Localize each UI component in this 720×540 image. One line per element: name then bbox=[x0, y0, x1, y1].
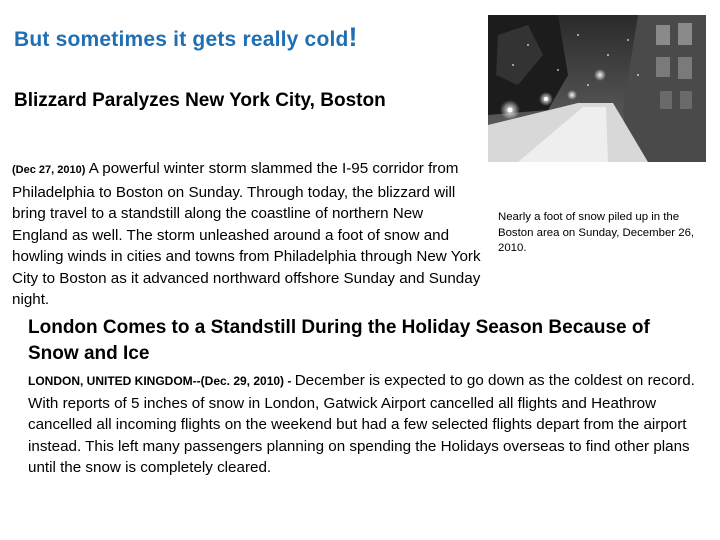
story1-body bbox=[12, 158, 482, 311]
snow-street-photo bbox=[488, 15, 706, 162]
story2-body bbox=[28, 370, 700, 479]
photo-caption: Nearly a foot of snow piled up in the Boston area on Sunday, December 26, 2010. bbox=[498, 211, 695, 254]
snow-street-photo-image bbox=[488, 15, 706, 162]
story2-headline: London Comes to a Standstill During the Holiday Season Because of Snow and Ice bbox=[28, 317, 650, 364]
story1-text: A powerful winter storm slammed the I-95 corridor from Philadelphia to Boston on Sunday. Through today, the blizzard will bring travel to a standstill along the coastline of northern New England as well. The storm unleashed around a foot of snow and howling winds in cities and towns from Philadelphia through New York City to Boston as it advanced northward offshore Sunday and Sunday night. bbox=[12, 160, 481, 308]
story1-headline: Blizzard Paralyzes New York City, Boston bbox=[14, 90, 386, 111]
story1-dateline: (Dec 27, 2010) bbox=[12, 164, 86, 176]
slide-title-exclamation: ! bbox=[348, 22, 358, 52]
slide-title-text: But sometimes it gets really cold bbox=[14, 28, 349, 51]
slide-title bbox=[14, 22, 358, 53]
story2-text: December is expected to go down as the coldest on record. With reports of 5 inches of snow in London, Gatwick Airport cancelled all flights and Heathrow cancelled all incoming flights on the weekend but had a few selected flights depart from the airport instead. This left many passengers planning on spending the Holidays overseas to find other plans until the snow is completely cleared. bbox=[28, 372, 695, 476]
story2-dateline: LONDON, UNITED KINGDOM--(Dec. 29, 2010) - bbox=[28, 374, 295, 388]
